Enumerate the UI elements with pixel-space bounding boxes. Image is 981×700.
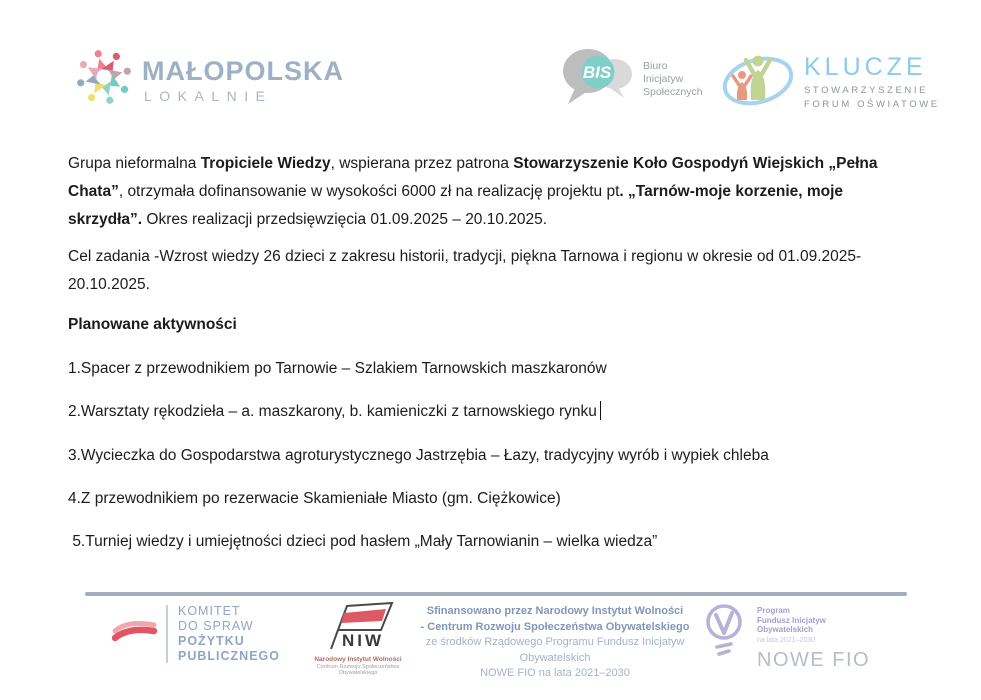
bis-logo — [563, 45, 703, 114]
bis-text-line2: Inicjatyw — [643, 73, 684, 85]
p1-group-name: Tropiciele Wiedzy — [200, 155, 331, 172]
p1-patron-name: Stowarzyszenie Koło Gospodyń Wiejskich „Pełna Chata” — [68, 155, 882, 200]
activity-item-2-text: 2.Warsztaty rękodzieła – a. maszkarony, b. kamieniczki z tarnowskiego rynku — [68, 403, 597, 420]
komitet-line1: KOMITET — [178, 604, 241, 618]
svg-text:NIW: NIW — [342, 631, 385, 650]
polish-flag-icon — [112, 618, 158, 651]
bis-text-line3: Społecznych — [643, 86, 703, 98]
komitet-line2: DO SPRAW — [178, 619, 254, 633]
niw-name: Narodowy Instytut Wolności — [314, 656, 402, 663]
malopolska-title: MAŁOPOLSKA — [142, 55, 344, 86]
activity-item-2[interactable] — [68, 398, 916, 426]
activity-item-4[interactable]: 4.Z przewodnikiem po rezerwacie Skamieniałe Miasto (gm. Ciężkowice) — [68, 490, 561, 507]
nowefio-program-line2: Fundusz Inicjatyw — [757, 615, 826, 625]
bis-text-line1: Biuro — [643, 60, 668, 72]
niw-flag-icon — [316, 631, 400, 654]
nowe-fio-bulb-icon — [702, 603, 748, 672]
funding-line2: - Centrum Rozwoju Społeczeństwa Obywatelskiego — [420, 620, 690, 633]
komitet-line4: PUBLICZNEGO — [178, 649, 280, 663]
funding-statement — [390, 604, 720, 682]
klucze-logo — [720, 48, 940, 115]
text-cursor — [600, 401, 602, 420]
p1-seg7: Okres realizacji przedsięwzięcia 01.09.2025 – 20.10.2025. — [142, 211, 548, 228]
komitet-line3: POŻYTKU — [178, 634, 245, 648]
svg-text:BIS: BIS — [582, 63, 612, 82]
malopolska-lokalnie-logo — [74, 46, 344, 113]
funding-line4: NOWE FIO na lata 2021–2030 — [480, 667, 630, 679]
p1-project-title: . „Tarnów-moje korzenie, moje skrzydła”. — [68, 183, 848, 228]
klucze-title: KLUCZE — [804, 53, 927, 81]
nowefio-years: na lata 2021–2030 — [757, 636, 815, 644]
malopolska-star-icon — [74, 46, 134, 113]
klucze-subtitle-line1: STOWARZYSZENIE — [804, 85, 929, 96]
komitet-pozytku-logo — [112, 604, 280, 664]
malopolska-subtitle: LOKALNIE — [144, 87, 273, 104]
funding-line1: Sfinansowano przez Narodowy Instytut Wolności — [426, 605, 684, 617]
p1-seg1: Grupa nieformalna — [68, 155, 201, 172]
komitet-divider — [166, 605, 168, 663]
heading-planned-activities[interactable]: Planowane aktywności — [68, 316, 237, 333]
nowefio-title: NOWE FIO — [757, 648, 871, 671]
nowe-fio-logo — [702, 603, 870, 672]
funding-line3: ze środków Rządowego Programu Fundusz Inicjatyw Obywatelskich — [425, 636, 685, 664]
klucze-figures-icon — [720, 48, 796, 115]
klucze-subtitle-line2: FORUM OŚWIATOWE — [804, 99, 940, 110]
footer-separator — [85, 592, 907, 596]
activity-item-3[interactable]: 3.Wycieczka do Gospodarstwa agroturystycznego Jastrzębia – Łazy, tradycyjny wyrób i wypiek chleba — [68, 447, 769, 464]
p1-seg5: , otrzymała dofinansowanie w wysokości 6000 zł na realizację projektu pt — [118, 183, 620, 200]
activity-item-5[interactable]: 5.Turniej wiedzy i umiejętności dzieci pod hasłem „Mały Tarnowianin – wielka wiedza” — [68, 533, 658, 550]
activity-item-1[interactable]: 1.Spacer z przewodnikiem po Tarnowie – Szlakiem Tarnowskich maszkaronów — [68, 360, 607, 377]
bis-speech-bubbles-icon — [563, 45, 633, 114]
paragraph-project-info[interactable] — [68, 150, 916, 234]
niw-subname: Centrum Rozwoju Społeczeństwa Obywatelskiego — [316, 664, 400, 676]
nowefio-program-line1: Program — [757, 606, 790, 615]
nowefio-program-line3: Obywatelskich — [757, 625, 814, 634]
paragraph-goal[interactable]: Cel zadania -Wzrost wiedzy 26 dzieci z zakresu historii, tradycji, piękna Tarnowa i regionu w okresie od 01.09.2025-20.10.2025. — [68, 248, 862, 293]
p1-seg3: , wspierana przez patrona — [330, 155, 514, 172]
